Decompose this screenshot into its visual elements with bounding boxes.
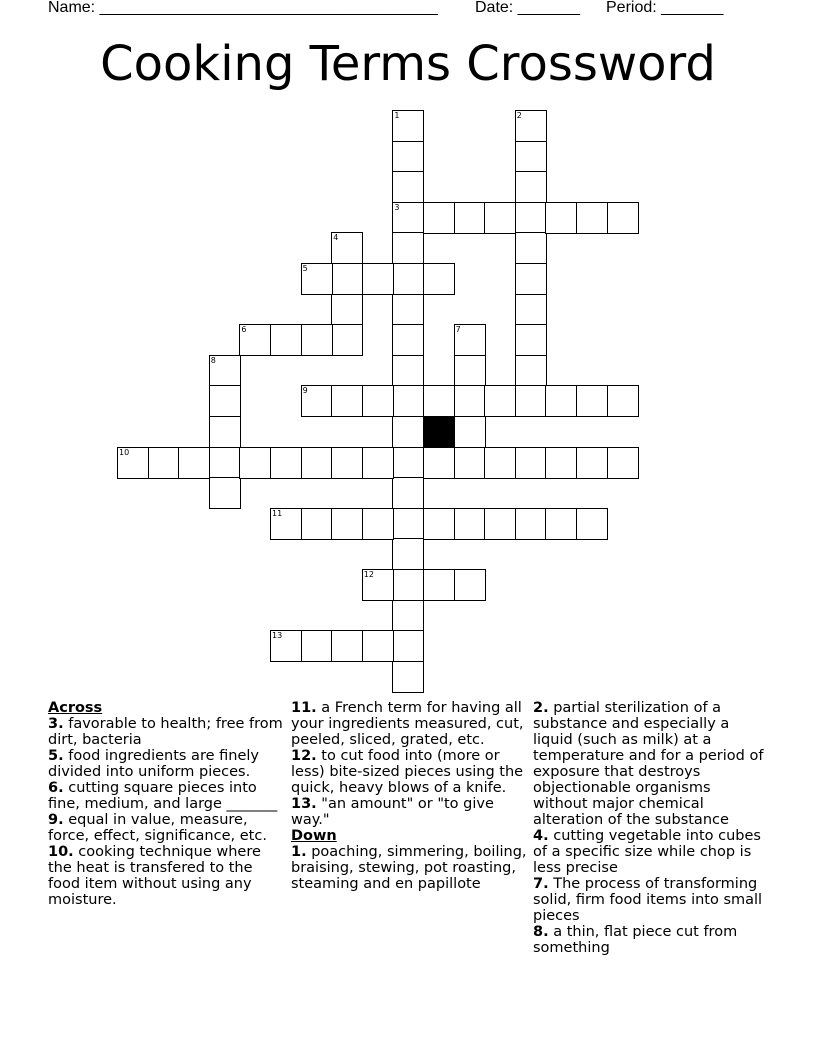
down-heading: Down bbox=[291, 828, 337, 844]
period-field[interactable]: Period: _______ bbox=[606, 0, 724, 16]
crossword-cell[interactable] bbox=[331, 630, 363, 662]
crossword-cell[interactable] bbox=[454, 385, 486, 417]
clue-column-3 bbox=[533, 700, 769, 956]
clue-number: 1 bbox=[394, 111, 400, 120]
crossword-cell[interactable] bbox=[209, 416, 241, 448]
crossword-cell[interactable] bbox=[545, 508, 577, 540]
crossword-cell[interactable] bbox=[362, 447, 394, 479]
crossword-cell[interactable] bbox=[423, 263, 455, 295]
crossword-cell[interactable] bbox=[607, 202, 639, 234]
clue-number: 3 bbox=[394, 202, 400, 212]
crossword-cell[interactable] bbox=[392, 171, 424, 203]
crossword-cell[interactable] bbox=[209, 385, 241, 417]
crossword-cell[interactable] bbox=[607, 385, 639, 417]
clue-number: 11 bbox=[272, 508, 283, 518]
crossword-cell[interactable] bbox=[392, 385, 424, 417]
crossword-cell[interactable] bbox=[576, 202, 608, 234]
crossword-cell[interactable] bbox=[362, 385, 394, 417]
clue-number: 9 bbox=[302, 386, 308, 396]
crossword-cell[interactable] bbox=[301, 385, 333, 417]
crossword-cell[interactable] bbox=[515, 263, 547, 295]
black-cell bbox=[424, 417, 454, 447]
crossword-cell[interactable] bbox=[331, 508, 363, 540]
clue-across-6: 6. cutting square pieces into fine, medium, and large _______ bbox=[48, 780, 278, 812]
crossword-cell[interactable] bbox=[270, 630, 302, 662]
crossword-cell[interactable] bbox=[239, 447, 271, 479]
crossword-cell[interactable] bbox=[301, 508, 333, 540]
clue-across-3: 3. favorable to health; free from dirt, bacteria bbox=[48, 716, 283, 748]
crossword-cell[interactable] bbox=[209, 477, 241, 509]
crossword-cell[interactable] bbox=[515, 202, 547, 234]
clue-number: 4 bbox=[333, 233, 339, 243]
crossword-cell[interactable] bbox=[270, 508, 302, 540]
crossword-cell[interactable] bbox=[454, 569, 486, 601]
crossword-cell[interactable] bbox=[362, 569, 394, 601]
crossword-cell[interactable] bbox=[301, 324, 333, 356]
crossword-cell[interactable] bbox=[392, 416, 424, 448]
crossword-cell[interactable] bbox=[301, 263, 333, 295]
name-field[interactable]: Name: ______________________________________ bbox=[48, 0, 438, 16]
crossword-cell[interactable] bbox=[362, 630, 394, 662]
crossword-cell[interactable] bbox=[454, 508, 486, 540]
crossword-cell[interactable] bbox=[515, 294, 547, 326]
crossword-cell[interactable] bbox=[423, 202, 455, 234]
crossword-cell[interactable] bbox=[270, 324, 302, 356]
crossword-cell[interactable] bbox=[454, 355, 486, 387]
clue-across-11: 11. a French term for having all your ingredients measured, cut, peeled, sliced, grated, etc. bbox=[291, 700, 524, 748]
crossword-cell[interactable] bbox=[515, 508, 547, 540]
crossword-cell[interactable] bbox=[392, 263, 424, 295]
crossword-cell[interactable] bbox=[331, 324, 363, 356]
clue-number: 2 bbox=[516, 111, 522, 120]
crossword-cell[interactable] bbox=[484, 508, 516, 540]
crossword-cell[interactable] bbox=[515, 110, 547, 142]
crossword-cell[interactable] bbox=[515, 171, 547, 203]
crossword-cell[interactable] bbox=[454, 416, 486, 448]
crossword-cell[interactable] bbox=[392, 447, 424, 479]
crossword-cell[interactable] bbox=[515, 324, 547, 356]
crossword-cell[interactable] bbox=[515, 141, 547, 173]
crossword-cell[interactable] bbox=[392, 538, 424, 570]
clue-number: 10 bbox=[119, 447, 130, 457]
crossword-cell[interactable] bbox=[515, 232, 547, 264]
clue-number: 7 bbox=[455, 325, 461, 335]
crossword-cell[interactable] bbox=[392, 569, 424, 601]
crossword-cell[interactable] bbox=[362, 263, 394, 295]
clue-down-2: 2. partial sterilization of a substance and especially a liquid (such as milk) at a temperature and for a period of exposure that destroys objectionable organisms without major chemical alteration of the substance bbox=[533, 700, 764, 828]
crossword-cell[interactable] bbox=[545, 447, 577, 479]
crossword-cell[interactable] bbox=[423, 508, 455, 540]
crossword-cell[interactable] bbox=[423, 447, 455, 479]
crossword-cell[interactable] bbox=[331, 232, 363, 264]
clue-down-1: 1. poaching, simmering, boiling, braising, stewing, pot roasting, steaming and en papillote bbox=[291, 844, 527, 892]
crossword-cell[interactable] bbox=[392, 477, 424, 509]
crossword-cell[interactable] bbox=[515, 355, 547, 387]
page-title: Cooking Terms Crossword bbox=[100, 36, 716, 92]
crossword-cell[interactable] bbox=[392, 355, 424, 387]
clue-across-12: 12. to cut food into (more or less) bite-sized pieces using the quick, heavy blows of a knife. bbox=[291, 748, 524, 796]
across-heading: Across bbox=[48, 700, 103, 716]
crossword-cell[interactable] bbox=[484, 385, 516, 417]
crossword-cell[interactable] bbox=[209, 355, 241, 387]
crossword-cell[interactable] bbox=[545, 385, 577, 417]
crossword-cell[interactable] bbox=[423, 385, 455, 417]
crossword-cell[interactable] bbox=[392, 661, 424, 693]
crossword-cell[interactable] bbox=[392, 110, 424, 142]
clue-down-8: 8. a thin, flat piece cut from something bbox=[533, 924, 738, 956]
clue-column-2 bbox=[291, 700, 527, 892]
crossword-cell[interactable] bbox=[484, 447, 516, 479]
crossword-cell[interactable] bbox=[331, 447, 363, 479]
clue-number: 12 bbox=[363, 570, 374, 579]
crossword-cell[interactable] bbox=[454, 324, 486, 356]
date-field[interactable]: Date: _______ bbox=[475, 0, 580, 16]
crossword-cell[interactable] bbox=[392, 600, 424, 632]
crossword-cell[interactable] bbox=[392, 294, 424, 326]
clue-number: 8 bbox=[210, 355, 216, 365]
crossword-cell[interactable] bbox=[515, 447, 547, 479]
clue-down-4: 4. cutting vegetable into cubes of a specific size while chop is less precise bbox=[533, 828, 761, 876]
clue-column-1 bbox=[48, 700, 284, 908]
clue-down-7: 7. The process of transforming solid, firm food items into small pieces bbox=[533, 876, 763, 924]
crossword-cell[interactable] bbox=[331, 263, 363, 295]
crossword-cell[interactable] bbox=[392, 141, 424, 173]
clue-across-13: 13. "an amount" or "to give way." bbox=[291, 796, 494, 828]
crossword-cell[interactable] bbox=[515, 385, 547, 417]
crossword-cell[interactable] bbox=[484, 202, 516, 234]
clue-across-9: 9. equal in value, measure, force, effect, significance, etc. bbox=[48, 812, 267, 844]
crossword-cell[interactable] bbox=[392, 202, 424, 234]
clue-number: 13 bbox=[272, 631, 283, 641]
crossword-cell[interactable] bbox=[454, 202, 486, 234]
crossword-cell[interactable] bbox=[362, 508, 394, 540]
crossword-cell[interactable] bbox=[392, 630, 424, 662]
clue-number: 5 bbox=[302, 264, 308, 273]
crossword-cell[interactable] bbox=[576, 508, 608, 540]
crossword-cell[interactable] bbox=[392, 324, 424, 356]
crossword-cell[interactable] bbox=[301, 447, 333, 479]
crossword-cell[interactable] bbox=[270, 447, 302, 479]
crossword-cell[interactable] bbox=[576, 447, 608, 479]
crossword-cell[interactable] bbox=[331, 294, 363, 326]
crossword-cell[interactable] bbox=[423, 569, 455, 601]
crossword-cell[interactable] bbox=[545, 202, 577, 234]
crossword-cell[interactable] bbox=[239, 324, 271, 356]
crossword-cell[interactable] bbox=[301, 630, 333, 662]
crossword-cell[interactable] bbox=[576, 385, 608, 417]
crossword-cell[interactable] bbox=[454, 447, 486, 479]
crossword-cell[interactable] bbox=[607, 447, 639, 479]
crossword-cell[interactable] bbox=[148, 447, 180, 479]
clue-across-10: 10. cooking technique where the heat is transfered to the food item without using any moisture. bbox=[48, 844, 261, 908]
clue-across-5: 5. food ingredients are finely divided into uniform pieces. bbox=[48, 748, 259, 780]
crossword-cell[interactable] bbox=[178, 447, 210, 479]
crossword-cell[interactable] bbox=[209, 447, 241, 479]
crossword-cell[interactable] bbox=[392, 508, 424, 540]
crossword-cell[interactable] bbox=[117, 447, 149, 479]
crossword-cell[interactable] bbox=[392, 232, 424, 264]
crossword-cell[interactable] bbox=[331, 385, 363, 417]
clue-number: 6 bbox=[241, 325, 247, 335]
